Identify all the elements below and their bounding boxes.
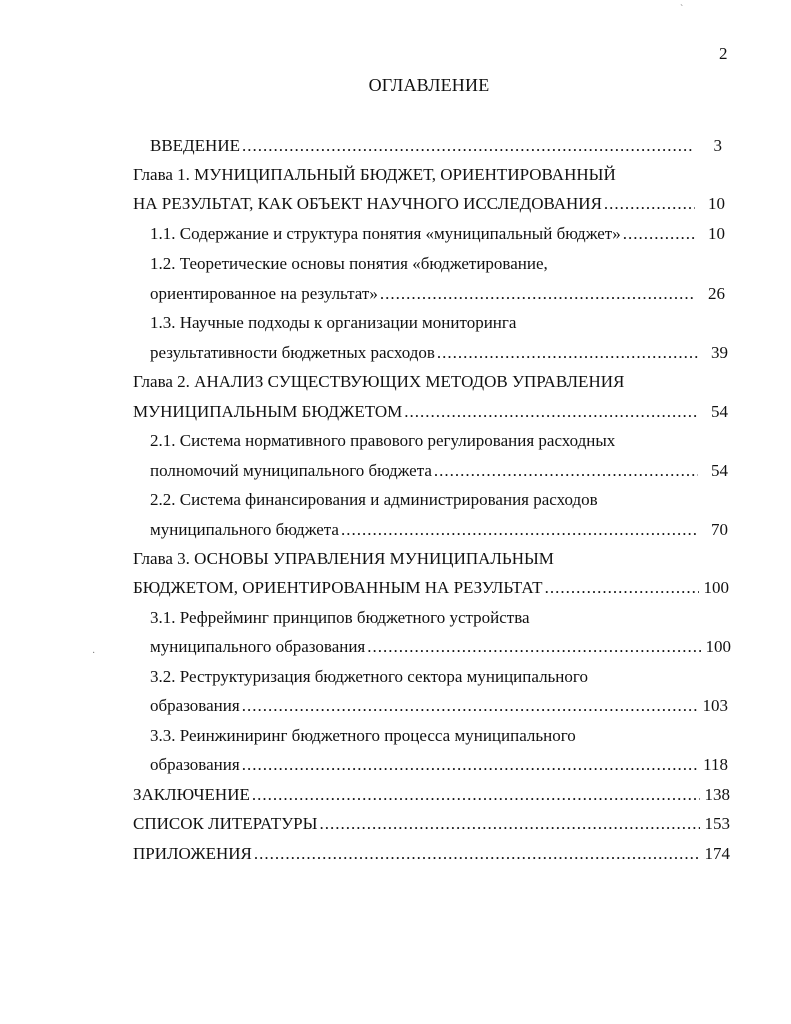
toc-entry-label: ВВЕДЕНИЕ [150, 136, 240, 155]
toc-entry-label: муниципального бюджета [150, 520, 339, 539]
toc-entry-label: 3.1. Рефрейминг принципов бюджетного устройства [150, 608, 530, 627]
toc-entry-literature[interactable] [133, 813, 730, 835]
toc-page-number: 39 [711, 343, 728, 362]
toc-page-number: 10 [708, 194, 725, 213]
toc-entry-label: 1.1. Содержание и структура понятия «муниципальный бюджет» [150, 224, 621, 243]
dot-leader [604, 193, 695, 215]
toc-section-2-2-line1[interactable] [150, 489, 598, 511]
toc-entry-label: 1.2. Теоретические основы понятия «бюджетирование, [150, 254, 548, 273]
toc-page-number: 118 [703, 755, 728, 774]
toc-entry-label: Глава 1. МУНИЦИПАЛЬНЫЙ БЮДЖЕТ, ОРИЕНТИРОВАННЫЙ [133, 165, 616, 184]
scan-speck: ` [680, 4, 684, 15]
toc-entry-label: ориентированное на результат» [150, 284, 378, 303]
toc-section-1-3[interactable] [150, 342, 728, 364]
toc-chapter-1-line1[interactable] [133, 164, 616, 186]
toc-section-1-3-line1[interactable] [150, 312, 516, 334]
dot-leader [319, 813, 700, 835]
toc-section-1-1[interactable] [150, 223, 725, 245]
toc-chapter-1[interactable] [133, 193, 725, 215]
dot-leader [254, 843, 700, 865]
toc-section-3-1[interactable] [150, 636, 731, 658]
toc-entry-label: 1.3. Научные подходы к организации мониторинга [150, 313, 517, 332]
toc-page-number: 174 [704, 844, 730, 863]
toc-page-number: 103 [702, 696, 728, 715]
toc-page-number: 100 [703, 578, 729, 597]
dot-leader [341, 519, 698, 541]
toc-page-number: 100 [705, 637, 731, 656]
toc-chapter-3[interactable] [133, 577, 729, 599]
toc-page-number: 10 [708, 224, 725, 243]
toc-entry-label: БЮДЖЕТОМ, ОРИЕНТИРОВАННЫМ НА РЕЗУЛЬТАТ [133, 578, 543, 597]
toc-section-2-2[interactable] [150, 519, 728, 541]
scan-speck: · [92, 648, 96, 659]
toc-section-3-2[interactable] [150, 695, 728, 717]
toc-entry-appendix[interactable] [133, 843, 730, 865]
toc-section-2-1-line1[interactable] [150, 430, 615, 452]
dot-leader [252, 784, 700, 806]
toc-section-1-2-line1[interactable] [150, 253, 548, 275]
toc-entry-label: СПИСОК ЛИТЕРАТУРЫ [133, 814, 318, 833]
dot-leader [434, 460, 698, 482]
toc-entry-label: 3.3. Реинжиниринг бюджетного процесса муниципального [150, 726, 576, 745]
toc-chapter-2[interactable] [133, 401, 728, 423]
dot-leader [404, 401, 698, 423]
toc-section-2-1[interactable] [150, 460, 728, 482]
dot-leader [242, 135, 692, 157]
toc-section-1-2[interactable] [150, 283, 725, 305]
toc-entry-label: ЗАКЛЮЧЕНИЕ [133, 785, 250, 804]
toc-page-number: 54 [711, 402, 728, 421]
toc-page-number: 138 [704, 785, 730, 804]
toc-entry-label: МУНИЦИПАЛЬНЫМ БЮДЖЕТОМ [133, 402, 403, 421]
dot-leader [380, 283, 695, 305]
toc-page-number: 26 [708, 284, 725, 303]
toc-entry-label: образования [150, 755, 240, 774]
toc-page-number: 70 [711, 520, 728, 539]
toc-entry-label: образования [150, 696, 240, 715]
toc-section-3-1-line1[interactable] [150, 607, 530, 629]
toc-chapter-2-line1[interactable] [133, 371, 624, 393]
toc-section-3-3-line1[interactable] [150, 725, 576, 747]
toc-entry-label: 2.1. Система нормативного правового регулирования расходных [150, 431, 616, 450]
dot-leader [545, 577, 699, 599]
toc-entry-label: НА РЕЗУЛЬТАТ, КАК ОБЪЕКТ НАУЧНОГО ИССЛЕДОВАНИЯ [133, 194, 602, 213]
toc-entry-intro[interactable] [150, 135, 722, 157]
toc-page-number: 3 [713, 136, 722, 155]
toc-entry-conclusion[interactable] [133, 784, 730, 806]
toc-section-3-3[interactable] [150, 754, 728, 776]
page-title: ОГЛАВЛЕНИЕ [368, 75, 490, 95]
toc-entry-label: муниципального образования [150, 637, 366, 656]
toc-section-3-2-line1[interactable] [150, 666, 588, 688]
dot-leader [367, 636, 701, 658]
toc-page-number: 153 [704, 814, 730, 833]
toc-entry-label: Глава 2. АНАЛИЗ СУЩЕСТВУЮЩИХ МЕТОДОВ УПРАВЛЕНИЯ [133, 372, 625, 391]
page-number: 2 [719, 44, 728, 63]
toc-entry-label: полномочий муниципального бюджета [150, 461, 432, 480]
toc-entry-label: Глава 3. ОСНОВЫ УПРАВЛЕНИЯ МУНИЦИПАЛЬНЫМ [133, 549, 554, 568]
toc-entry-label: результативности бюджетных расходов [150, 343, 435, 362]
toc-chapter-3-line1[interactable] [133, 548, 554, 570]
toc-entry-label: 3.2. Реструктуризация бюджетного сектора муниципального [150, 667, 588, 686]
dot-leader [242, 695, 698, 717]
toc-entry-label: ПРИЛОЖЕНИЯ [133, 844, 252, 863]
toc-page-number: 54 [711, 461, 728, 480]
dot-leader [623, 223, 695, 245]
dot-leader [437, 342, 698, 364]
dot-leader [242, 754, 698, 776]
toc-entry-label: 2.2. Система финансирования и администрирования расходов [150, 490, 598, 509]
